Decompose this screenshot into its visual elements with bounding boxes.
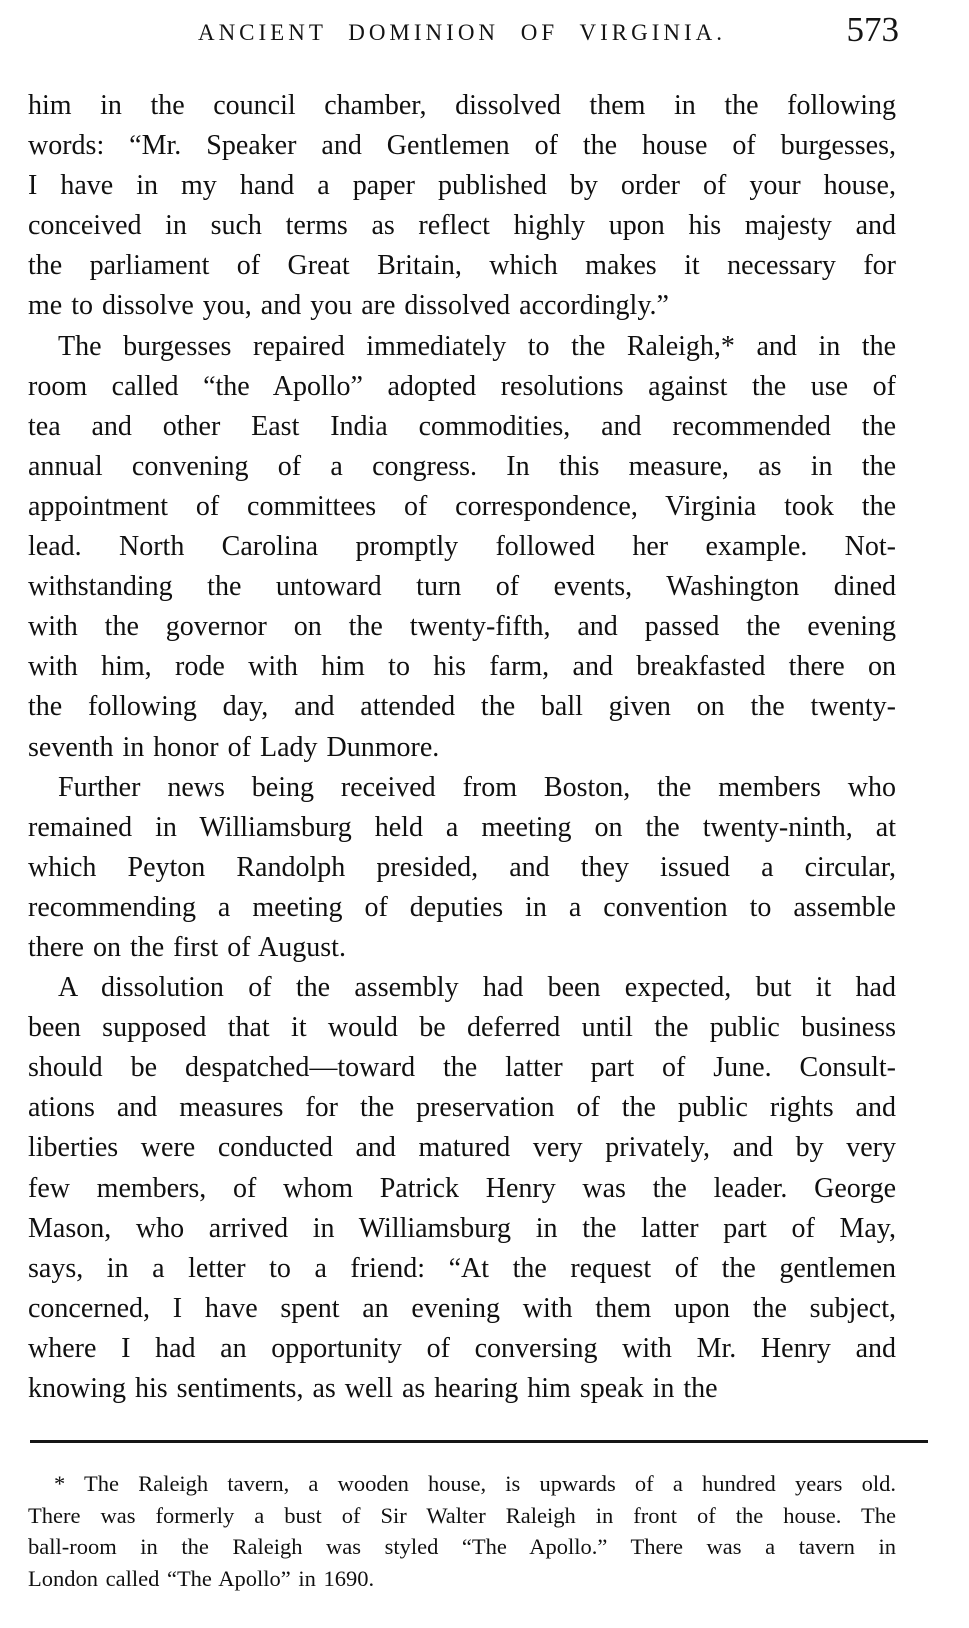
text-line: words: “Mr. Speaker and Gentlemen of the house of burgesses, — [28, 130, 896, 162]
text-line: which Peyton Randolph presided, and they issued a circular, — [28, 851, 896, 883]
text-line: the parliament of Great Britain, which makes it necessary for — [28, 250, 896, 282]
text-line: seventh in honor of Lady Dunmore. — [28, 731, 440, 763]
running-header-title: ANCIENT DOMINION OF VIRGINIA. — [197, 20, 727, 45]
text-line: tea and other East India commodities, and recommended the — [28, 410, 896, 442]
text-line: lead. North Carolina promptly followed her example. Not- — [28, 531, 896, 563]
page-number: 573 — [846, 10, 899, 49]
text-line: recommending a meeting of deputies in a convention to assemble — [28, 891, 896, 923]
text-line: been supposed that it would be deferred until the public business — [28, 1012, 896, 1044]
text-line: knowing his sentiments, as well as hearing him speak in the — [28, 1373, 718, 1404]
text-line: says, in a letter to a friend: “At the request of the gentlemen — [28, 1252, 896, 1284]
footnote-line: There was formerly a bust of Sir Walter Raleigh in front of the house. The — [28, 1502, 896, 1528]
paragraph — [28, 327, 896, 768]
body-text — [28, 86, 896, 1409]
text-line: appointment of committees of correspondence, Virginia took the — [28, 490, 896, 522]
text-line: liberties were conducted and matured very privately, and by very — [28, 1132, 896, 1164]
footnote-line: * The Raleigh tavern, a wooden house, is upwards of a hundred years old. — [54, 1471, 896, 1496]
text-line: withstanding the untoward turn of events, Washington dined — [28, 571, 896, 603]
text-line: annual convening of a congress. In this measure, as in the — [28, 450, 896, 482]
footnote — [28, 1468, 896, 1594]
text-line: with the governor on the twenty-fifth, and passed the evening — [28, 611, 896, 643]
text-line: few members, of whom Patrick Henry was the leader. George — [28, 1172, 896, 1204]
footnote-line: London called “The Apollo” in 1690. — [28, 1565, 375, 1591]
text-line: me to dissolve you, and you are dissolved accordingly.” — [28, 290, 669, 322]
text-line: The burgesses repaired immediately to the Raleigh,* and in the — [58, 330, 896, 362]
text-line: where I had an opportunity of conversing with Mr. Henry and — [28, 1332, 896, 1364]
text-line: there on the first of August. — [28, 931, 346, 963]
text-line: the following day, and attended the ball given on the twenty- — [28, 691, 896, 723]
text-line: Mason, who arrived in Williamsburg in the latter part of May, — [28, 1212, 896, 1244]
text-line: him in the council chamber, dissolved them in the following — [28, 90, 896, 121]
text-line: should be despatched—toward the latter part of June. Consult- — [28, 1052, 896, 1084]
footnote-divider — [30, 1440, 928, 1443]
text-line: room called “the Apollo” adopted resolutions against the use of — [28, 370, 896, 402]
text-line: I have in my hand a paper published by order of your house, — [28, 170, 896, 202]
text-line: Further news being received from Boston, the members who — [58, 771, 896, 803]
text-line: ations and measures for the preservation of the public rights and — [28, 1092, 896, 1124]
paragraph — [28, 968, 896, 1409]
text-line: concerned, I have spent an evening with them upon the subject, — [28, 1292, 896, 1324]
text-line: A dissolution of the assembly had been expected, but it had — [58, 972, 896, 1004]
paragraph — [28, 768, 896, 968]
footnote-line: ball-room in the Raleigh was styled “The Apollo.” There was a tavern in — [28, 1534, 896, 1559]
text-line: conceived in such terms as reflect highly upon his majesty and — [28, 210, 896, 242]
text-line: with him, rode with him to his farm, and breakfasted there on — [28, 651, 896, 683]
text-line: remained in Williamsburg held a meeting on the twenty-ninth, at — [28, 811, 896, 843]
paragraph — [28, 86, 896, 327]
